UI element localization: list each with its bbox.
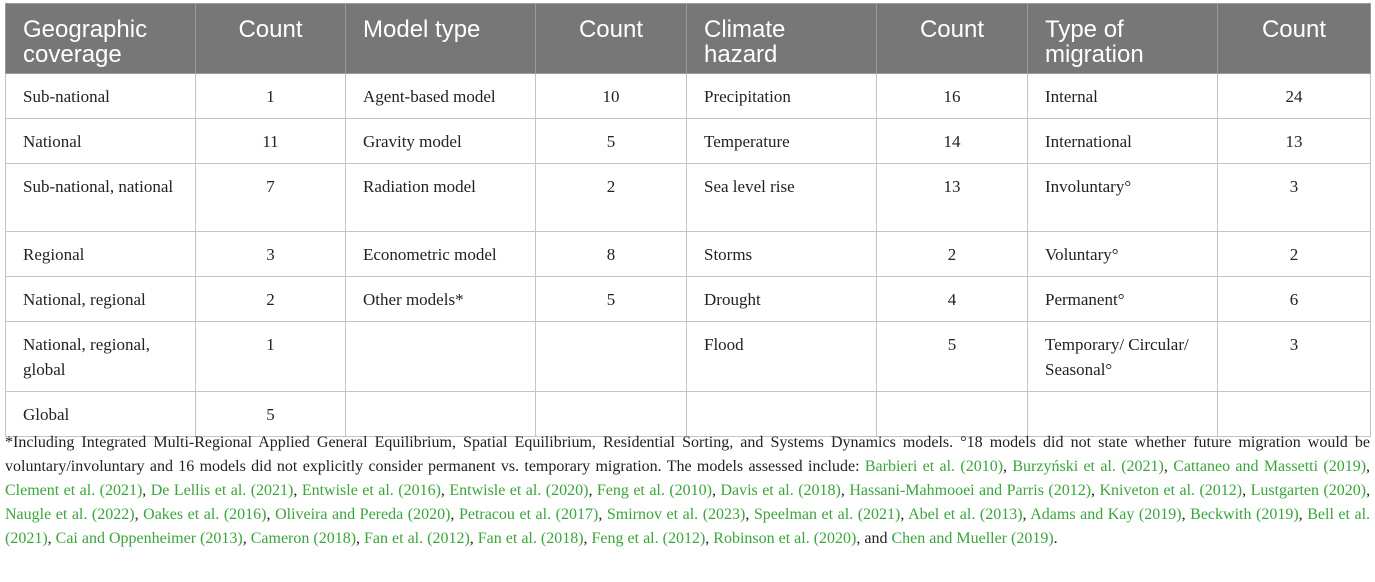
table-cell: 5 — [536, 277, 687, 322]
table-cell: National, regional — [6, 277, 196, 322]
citation-link[interactable]: Chen and Mueller (2019) — [891, 530, 1054, 547]
table-row — [6, 119, 1371, 164]
table-cell — [1028, 392, 1218, 437]
table-cell: Voluntary° — [1028, 232, 1218, 277]
table-cell: Temporary/ Circular/ Seasonal° — [1028, 322, 1218, 392]
citation-link[interactable]: Burzyński et al. (2021) — [1012, 458, 1164, 475]
header-type-of-migration: Type of migration — [1028, 4, 1218, 74]
citation-link[interactable]: Adams and Kay (2019) — [1030, 506, 1182, 523]
table-cell — [346, 322, 536, 392]
citation-link[interactable]: Fan et al. (2018) — [477, 530, 584, 547]
header-count-geographic: Count — [196, 4, 346, 74]
table-cell: Regional — [6, 232, 196, 277]
table-row — [6, 164, 1371, 232]
table-cell — [536, 322, 687, 392]
table-cell: Flood — [687, 322, 877, 392]
citation-link[interactable]: Speelman et al. (2021) — [753, 506, 901, 523]
citation-link[interactable]: Cattaneo and Massetti (2019) — [1173, 458, 1367, 475]
citation-link[interactable]: Cameron (2018) — [250, 530, 357, 547]
header-geographic-coverage: Geographic coverage — [6, 4, 196, 74]
table-cell: 1 — [196, 322, 346, 392]
table-cell: Agent-based model — [346, 74, 536, 119]
table-cell: 5 — [196, 392, 346, 437]
table-cell: Sea level rise — [687, 164, 877, 232]
citation-link[interactable]: Fan et al. (2012) — [364, 530, 470, 547]
table-cell: National — [6, 119, 196, 164]
table-cell: 13 — [1218, 119, 1371, 164]
header-count-model: Count — [536, 4, 687, 74]
table-cell: 4 — [877, 277, 1028, 322]
table-row — [6, 322, 1371, 392]
citation-link[interactable]: Beckwith (2019) — [1190, 506, 1299, 523]
header-count-hazard: Count — [877, 4, 1028, 74]
table-cell: 16 — [877, 74, 1028, 119]
table-footnote — [5, 431, 1370, 551]
table-cell: 1 — [196, 74, 346, 119]
citation-link[interactable]: Feng et al. (2010) — [596, 482, 712, 499]
citation-link[interactable]: Entwisle et al. (2016) — [301, 482, 441, 499]
table-cell: Permanent° — [1028, 277, 1218, 322]
footnote-text: *Including Integrated Multi-Regional Applied General Equilibrium, Spatial Equilibrium, Residential Sorting, and Systems Dynamics models. °18 models did not state whether future migration would be voluntary/involuntary and 16 models did not explicitly consider permanent vs. temporary migration. The models assessed include: — [5, 434, 1370, 475]
table-cell: Precipitation — [687, 74, 877, 119]
table-cell: Involuntary° — [1028, 164, 1218, 232]
citation-link[interactable]: Barbieri et al. (2010) — [864, 458, 1004, 475]
table-cell: 3 — [1218, 164, 1371, 232]
table-cell: Radiation model — [346, 164, 536, 232]
header-model-type: Model type — [346, 4, 536, 74]
table-cell: International — [1028, 119, 1218, 164]
table-cell: National, regional, global — [6, 322, 196, 392]
table-cell: 2 — [196, 277, 346, 322]
footnote-and: and — [864, 530, 888, 547]
table-cell: 8 — [536, 232, 687, 277]
table-cell — [687, 392, 877, 437]
table-cell: Storms — [687, 232, 877, 277]
footnote-end: . — [1053, 530, 1058, 547]
table-cell: Drought — [687, 277, 877, 322]
table-cell — [877, 392, 1028, 437]
citation-link[interactable]: Cai and Oppenheimer (2013) — [55, 530, 243, 547]
table-row — [6, 277, 1371, 322]
table-cell: 10 — [536, 74, 687, 119]
citation-link[interactable]: Kniveton et al. (2012) — [1099, 482, 1243, 499]
citation-link[interactable]: Smirnov et al. (2023) — [606, 506, 746, 523]
table-container — [5, 3, 1370, 437]
table-cell: 11 — [196, 119, 346, 164]
citation-link[interactable]: Oliveira and Pereda (2020) — [275, 506, 451, 523]
table-cell: Global — [6, 392, 196, 437]
table-cell: 3 — [196, 232, 346, 277]
citation-link[interactable]: Petracou et al. (2017) — [458, 506, 599, 523]
table-cell: 24 — [1218, 74, 1371, 119]
header-row — [6, 4, 1371, 74]
citation-link[interactable]: Feng et al. (2012) — [591, 530, 706, 547]
table-row — [6, 232, 1371, 277]
citation-link[interactable]: Davis et al. (2018) — [720, 482, 841, 499]
header-climate-hazard: Climate hazard — [687, 4, 877, 74]
citation-link[interactable]: Abel et al. (2013) — [908, 506, 1023, 523]
table-cell — [536, 392, 687, 437]
table-cell: 6 — [1218, 277, 1371, 322]
table-row — [6, 392, 1371, 437]
citation-link[interactable]: Hassani-Mahmooei and Parris (2012) — [849, 482, 1092, 499]
migration-models-table — [5, 3, 1371, 437]
table-cell: Econometric model — [346, 232, 536, 277]
citation-link[interactable]: Naugle et al. (2022) — [5, 506, 135, 523]
table-cell: 5 — [536, 119, 687, 164]
table-cell — [346, 392, 536, 437]
citation-link[interactable]: Lustgarten (2020) — [1250, 482, 1367, 499]
citation-link[interactable]: Clement et al. (2021) — [5, 482, 143, 499]
table-cell: 2 — [536, 164, 687, 232]
table-cell: 7 — [196, 164, 346, 232]
citation-link[interactable]: Robinson et al. (2020) — [713, 530, 857, 547]
table-cell: 2 — [877, 232, 1028, 277]
table-row — [6, 74, 1371, 119]
table-cell: 2 — [1218, 232, 1371, 277]
table-cell: Temperature — [687, 119, 877, 164]
citation-link[interactable]: Oakes et al. (2016) — [143, 506, 267, 523]
citation-list: Barbieri et al. (2010), Burzyński et al. (2021), Cattaneo and Massetti (2019), Clement et al. (2021), De Lellis et al. (2021), Entwisle et al. (2016), Entwisle et al. (2020), Feng et al. (2010), Davis et al. (2018), Hassani-Mahmooei and Parris (2012), Kniveton et al. (2012), Lustgarten (2020), Naugle et al. (2022), Oakes et al. (2016), Oliveira and Pereda (2020), Petracou et al. (2017), Smirnov et al. (2023), Speelman et al. (2021), Abel et al. (2013), Adams and Kay (2019), Beckwith (2019), Bell et al. (2021), Cai and Oppenheimer (2013), Cameron (2018), Fan et al. (2012), Fan et al. (2018), Feng et al. (2012), Robinson et al. (2020), and Chen and Mueller (2019). — [5, 458, 1371, 547]
table-cell: 13 — [877, 164, 1028, 232]
citation-link[interactable]: Entwisle et al. (2020) — [449, 482, 589, 499]
table-cell: 5 — [877, 322, 1028, 392]
table-cell: Other models* — [346, 277, 536, 322]
citation-link[interactable]: De Lellis et al. (2021) — [150, 482, 294, 499]
table-cell: 3 — [1218, 322, 1371, 392]
table-cell: Gravity model — [346, 119, 536, 164]
citation-link[interactable]: Bell et al. (2021) — [5, 506, 1371, 547]
table-cell — [1218, 392, 1371, 437]
table-cell: Internal — [1028, 74, 1218, 119]
table-cell: 14 — [877, 119, 1028, 164]
header-count-migration: Count — [1218, 4, 1371, 74]
table-cell: Sub-national — [6, 74, 196, 119]
table-cell: Sub-national, national — [6, 164, 196, 232]
